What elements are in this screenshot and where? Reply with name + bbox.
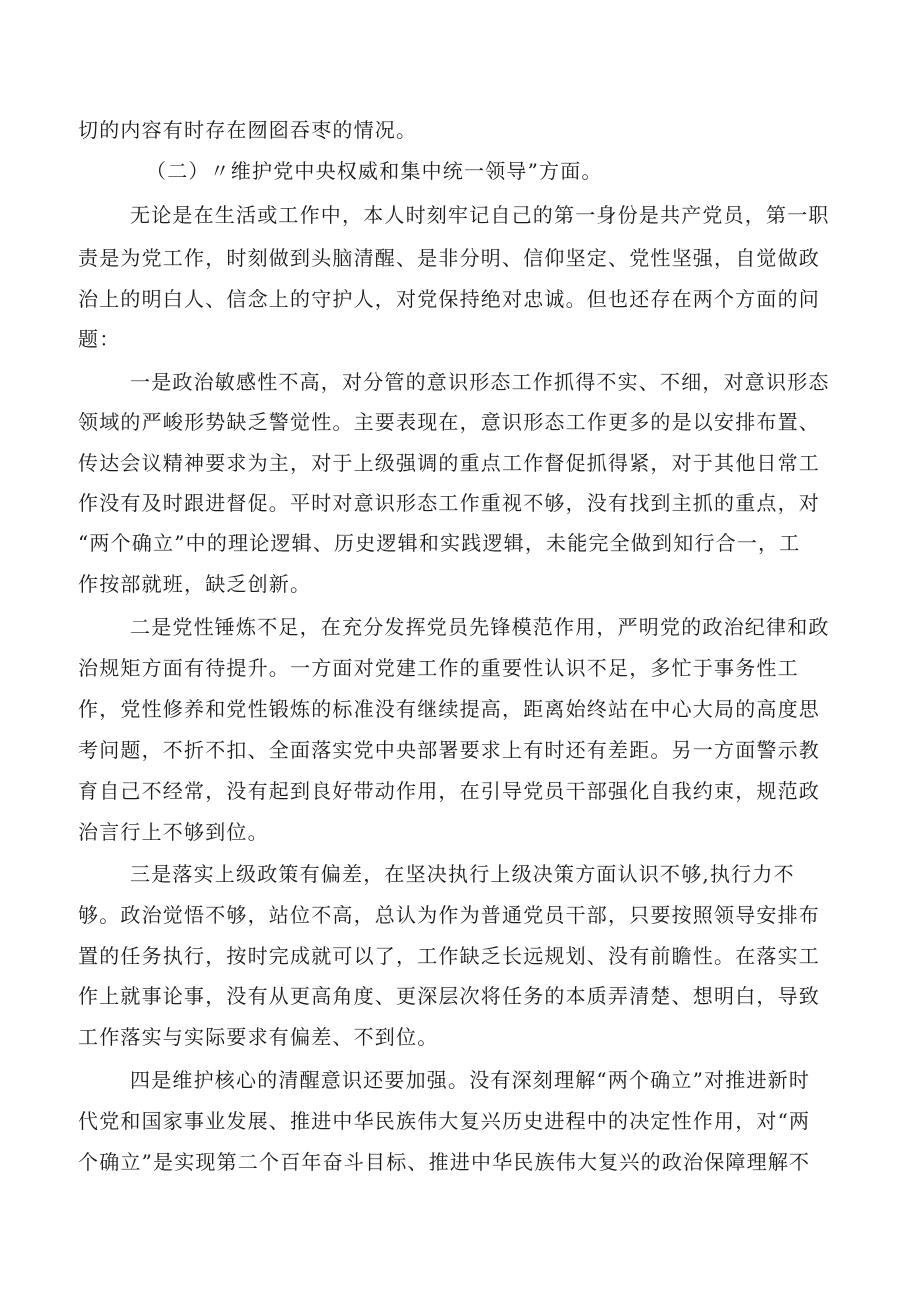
text-line-11: “两个确立”中的理论逻辑、历史逻辑和实践逻辑，未能完全做到知行合一，工 <box>78 531 801 555</box>
section-heading: （二）〃维护党中央权威和集中统一领导”方面。 <box>146 159 603 183</box>
text-line-21: 置的任务执行，按时完成就可以了，工作缺乏长远规划、没有前瞻性。在落实工 <box>78 944 820 968</box>
text-line-26: 个确立”是实现第二个百年奋斗目标、推进中华民族伟大复兴的政治保障理解不 <box>78 1150 811 1174</box>
text-line-13: 二是党性锤炼不足，在充分发挥党员先锋模范作用，严明党的政治纪律和政 <box>130 615 830 639</box>
text-line-19: 三是落实上级政策有偏差，在坚决执行上级决策方面认识不够,执行力不 <box>130 862 795 886</box>
text-line-8: 领域的严峻形势缺乏警觉性。主要表现在，意识形态工作更多的是以安排布置、 <box>78 410 820 434</box>
text-line-5: 治上的明白人、信念上的守护人，对党保持绝对忠诚。但也还存在两个方面的问 <box>78 287 820 311</box>
text-line-17: 育自己不经常，没有起到良好带动作用，在引导党员干部强化自我约束，规范政 <box>78 779 820 803</box>
text-line-10: 作没有及时跟进督促。平时对意识形态工作重视不够，没有找到主抓的重点，对 <box>78 491 820 515</box>
text-line-20: 够。政治觉悟不够，站位不高，总认为作为普通党员干部，只要按照领导安排布 <box>78 903 820 927</box>
text-line-6: 题： <box>78 327 121 351</box>
text-line-12: 作按部就班，缺乏创新。 <box>78 572 312 596</box>
text-line-4: 责是为党工作，时刻做到头脑清醒、是非分明、信仰坚定、党性坚强，自觉做政 <box>78 246 820 270</box>
text-line-3: 无论是在生活或工作中，本人时刻牢记自己的第一身份是共产党员，第一职 <box>130 203 830 227</box>
text-line-9: 传达会议精神要求为主，对于上级强调的重点工作督促抓得紧，对于其他日常工 <box>78 451 820 475</box>
text-line-22: 作上就事论事，没有从更高角度、更深层次将任务的本质弄清楚、想明白，导致 <box>78 984 820 1008</box>
text-line-1: 切的内容有时存在囫囵吞枣的情况。 <box>78 118 418 142</box>
text-line-7: 一是政治敏感性不高，对分管的意识形态工作抓得不实、不细，对意识形态 <box>130 370 830 394</box>
text-line-16: 考问题，不折不扣、全面落实党中央部署要求上有时还有差距。另一方面警示教 <box>78 738 820 762</box>
text-line-23: 工作落实与实际要求有偏差、不到位。 <box>78 1025 439 1049</box>
text-line-18: 治言行上不够到位。 <box>78 820 269 844</box>
text-line-24: 四是维护核心的清醒意识还要加强。没有深刻理解“两个确立”对推进新时 <box>130 1068 811 1092</box>
text-line-25: 代党和国家事业发展、推进中华民族伟大复兴历史进程中的决定性作用，对“两 <box>78 1109 811 1133</box>
text-line-14: 治规矩方面有待提升。一方面对党建工作的重要性认识不足，多忙于事务性工 <box>78 656 799 680</box>
text-line-15: 作，党性修养和党性锻炼的标准没有继续提高，距离始终站在中心大局的高度思 <box>78 697 820 721</box>
